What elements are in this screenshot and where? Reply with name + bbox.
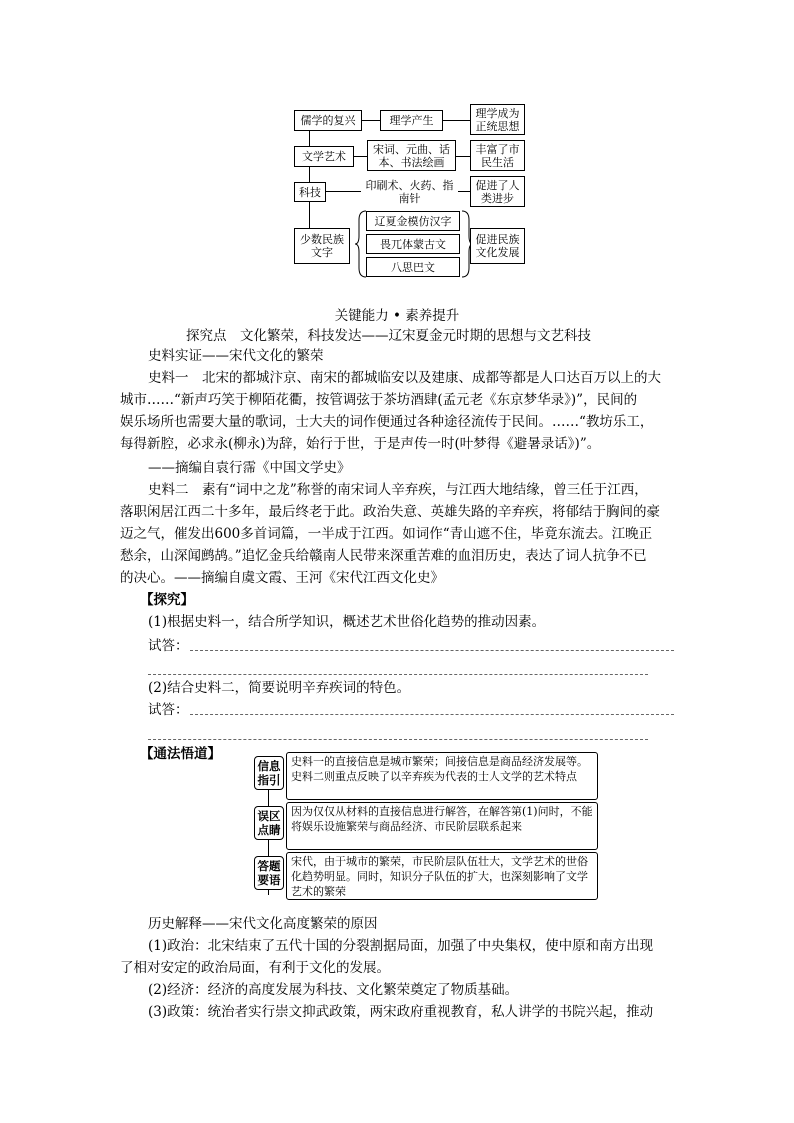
- map-middle-neo-confucianism: 理学产生: [380, 110, 443, 131]
- map-label-ethnic-scripts: 少数民族文字: [294, 228, 350, 264]
- method-text-mistake: 因为仅仅从材料的直接信息进行解答，在解答第(1)问时，不能将娱乐设施繁荣与商品经济、市民阶层联系起来: [286, 802, 598, 850]
- map-label-literature-art: 文学艺术: [294, 146, 354, 167]
- map-connector: [362, 120, 380, 121]
- method-heading: 【通法悟道】: [140, 746, 221, 762]
- answer-label-2: 试答：: [148, 702, 189, 718]
- inquiry-heading: 【探究】: [140, 592, 194, 608]
- material2-line: 史料二 素有“词中之龙”称誉的南宋词人辛弃疾，与江西大地结缘，曾三任于江西，: [148, 482, 648, 498]
- map-result-3: 促进了人类进步: [470, 176, 525, 207]
- material2-line: 落职闲居江西二十多年，最后终老于此。政治失意、英雄失路的辛弃疾，将郁结于胸间的豪: [120, 504, 660, 520]
- material1-line: 娱乐场所也需要大量的歌词，士大夫的词作便通过各种途径流传于民间。……“教坊乐工，: [120, 414, 654, 430]
- method-label-mistake: 误区点睛: [254, 806, 284, 840]
- answer-label-1: 试答：: [148, 638, 189, 654]
- map-connector: [456, 156, 470, 157]
- explanation-line: 了相对安定的政治局面，有利于文化的发展。: [120, 960, 390, 976]
- method-text-answer: 宋代，由于城市的繁荣，市民阶层队伍壮大，文学艺术的世俗化趋势明显。同时，知识分子队伍的扩大，也深刻影响了文学艺术的繁荣: [286, 852, 598, 900]
- question-1: (1)根据史料一，结合所学知识，概述艺术世俗化趋势的推动因素。: [148, 614, 546, 630]
- material2-line: 的决心。——摘编自虞文霞、王河《宋代江西文化史》: [120, 570, 444, 586]
- material1-source: ——摘编自袁行霈《中国文学史》: [148, 460, 351, 476]
- explanation-line: (3)政策：统治者实行崇文抑武政策，两宋政府重视教育，私人讲学的书院兴起，推动: [148, 1004, 654, 1020]
- material1-line: 史料一 北宋的都城汴京、南宋的都城临安以及建康、成都等都是人口达百万以上的大: [148, 370, 661, 386]
- map-middle-literature: 宋词、元曲、话本、书法绘画: [367, 140, 456, 171]
- map-connector: [354, 156, 367, 157]
- explanation-line: (1)政治：北宋结束了五代十国的分裂割据局面，加强了中央集权，使中原和南方出现: [148, 938, 654, 954]
- question-2: (2)结合史料二，简要说明辛弃疾词的特色。: [148, 680, 411, 696]
- material1-line: 城市……“新声巧笑于柳陌花衢，按管调弦于茶坊酒肆(孟元老《东京梦华录》)”，民间的: [120, 392, 638, 408]
- answer-line-2[interactable]: [190, 714, 674, 715]
- section-title: 关键能力 • 素养提升: [334, 308, 460, 324]
- map-label-confucianism: 儒学的复兴: [294, 110, 362, 131]
- explanation-heading: 历史解释——宋代文化高度繁荣的原因: [148, 916, 378, 932]
- map-connector: [458, 191, 470, 192]
- map-middle-inventions: 印刷术、火药、指南针: [361, 182, 458, 202]
- map-result-1: 理学成为正统思想: [470, 104, 525, 135]
- map-connector: [326, 191, 361, 192]
- answer-line-1[interactable]: [190, 650, 674, 651]
- map-script-3: 八思巴文: [366, 257, 460, 277]
- map-connector: [443, 120, 470, 121]
- map-result-2: 丰富了市民生活: [470, 140, 525, 171]
- explanation-line: (2)经济：经济的高度发展为科技、文化繁荣奠定了物质基础。: [148, 982, 519, 998]
- material2-line: 迈之气，催发出600多首词篇，一半成于江西。如词作“青山遮不住，毕竟东流去。江晚正: [120, 526, 653, 542]
- answer-line-1b[interactable]: [148, 674, 648, 675]
- subheading-evidence: 史料实证——宋代文化的繁荣: [148, 348, 324, 364]
- map-label-technology: 科技: [294, 182, 326, 202]
- answer-line-2b[interactable]: [148, 739, 648, 740]
- map-script-1: 辽夏金模仿汉字: [366, 211, 460, 231]
- method-text-info: 史料一的直接信息是城市繁荣；间接信息是商品经济发展等。史料二则重点反映了以辛弃疾为代表的士人文学的艺术特点: [286, 752, 598, 800]
- method-label-answer: 答题要语: [254, 856, 284, 890]
- map-script-2: 畏兀体蒙古文: [366, 234, 460, 254]
- method-label-info: 信息指引: [254, 756, 284, 790]
- material2-line: 愁余，山深闻鹧鸪。”追忆金兵给赣南人民带来深重苦难的血泪历史，表达了词人抗争不已: [120, 548, 647, 564]
- material1-line: 每得新腔，必求永(柳永)为辞，始行于世，于是声传一时(叶梦得《避暑录话》)”。: [120, 436, 601, 452]
- map-result-4: 促进民族文化发展: [470, 228, 525, 264]
- topic-title: 探究点 文化繁荣，科技发达——辽宋夏金元时期的思想与文艺科技: [186, 328, 591, 344]
